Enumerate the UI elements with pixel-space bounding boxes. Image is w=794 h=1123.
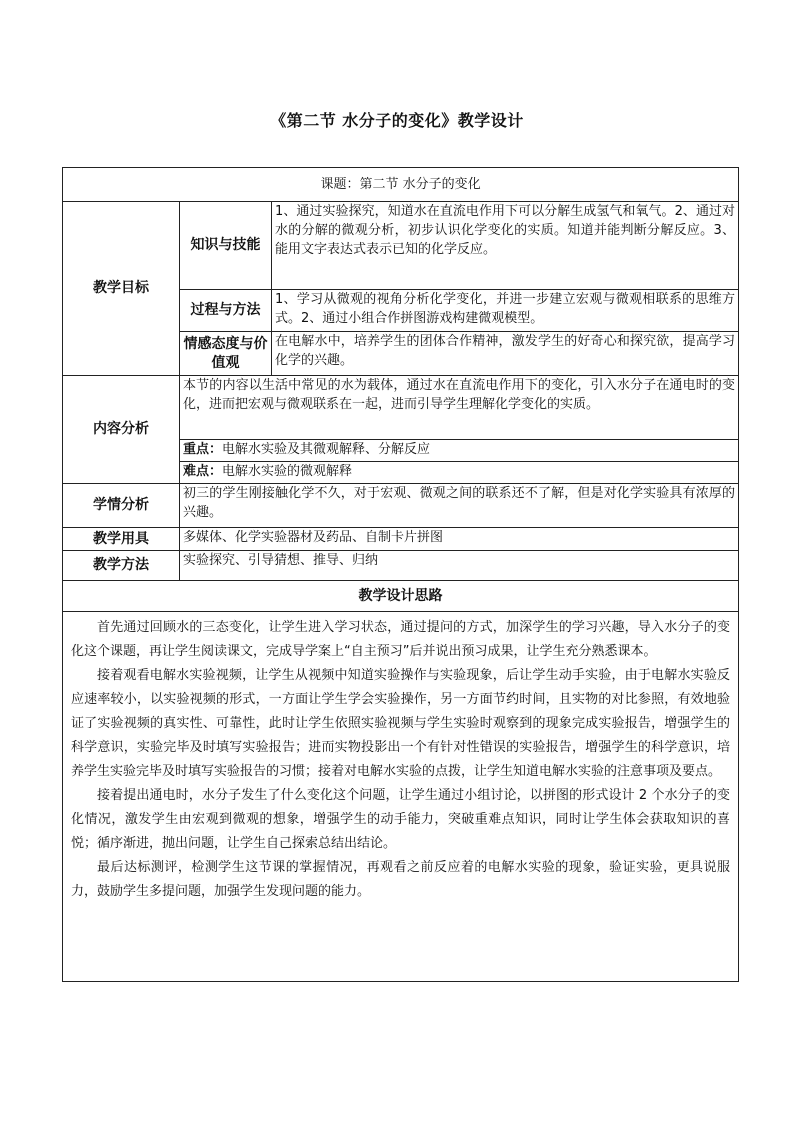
design-paragraph-2: 接着观看电解水实验视频，让学生从视频中知道实验操作与实验现象，后让学生动手实验，由于电解水实验反应速率较小，以实验视频的形式，一方面让学生学会实验操作，另一方面节约时间，且实物的对比参照，有效地验证了实验视频的真实性、可靠性，此时让学生依照实验视频与学生实验时观察到的现象完成实验报告，增强学生的科学意识，实验完毕及时填写实验报告；进而实物投影出一个有针对性错误的实验报告，增强学生的科学意识，培养学生实验完毕及时填写实验报告的习惯；接着对电解水实验的点拨，让学生知道电解水实验的注意事项及要点。 [71, 668, 731, 779]
topic-cell [63, 168, 739, 202]
key-point-label: 重点： [183, 442, 223, 457]
design-paragraph-1: 首先通过回顾水的三态变化，让学生进入学习状态，通过提问的方式，加深学生的学习兴趣，导入水分子的变化这个课题，再让学生阅读课文，完成导学案上“自主预习”后并说出预习成果，让学生充分熟悉课本。 [71, 620, 731, 659]
learner-label: 学情分析 [63, 484, 180, 528]
key-point-row [180, 440, 739, 462]
knowledge-text: 1、通过实验探究，知道水在直流电作用下可以分解生成氢气和氧气。2、通过对水的分解的微观分析，初步认识化学变化的实质。知道并能判断分解反应。3、能用文字表达式表示已知的化学反应。 [272, 202, 739, 290]
emotion-text: 在电解水中，培养学生的团体合作精神，激发学生的好奇心和探究欲，提高学习化学的兴趣。 [272, 332, 739, 376]
process-text: 1、学习从微观的视角分析化学变化，并进一步建立宏观与微观相联系的思维方式。2、通过小组合作拼图游戏构建微观模型。 [272, 290, 739, 332]
process-label: 过程与方法 [180, 290, 272, 332]
lesson-plan-table [62, 167, 739, 982]
tools-label: 教学用具 [63, 528, 180, 551]
learner-text: 初三的学生刚接触化学不久，对于宏观、微观之间的联系还不了解，但是对化学实验具有浓厚的兴趣。 [180, 484, 739, 528]
document-title: 《第二节 水分子的变化》教学设计 [270, 111, 524, 130]
methods-label: 教学方法 [63, 551, 180, 581]
difficult-point-label: 难点： [183, 464, 223, 479]
design-paragraph-4: 最后达标测评，检测学生这节课的掌握情况，再观看之前反应着的电解水实验的现象，验证实验，更具说服力，鼓励学生多提问题，加强学生发现问题的能力。 [71, 860, 731, 899]
difficult-point-text: 电解水实验的微观解释 [222, 464, 353, 479]
tools-text: 多媒体、化学实验器材及药品、自制卡片拼图 [180, 528, 739, 551]
content-label: 内容分析 [63, 376, 180, 484]
content-text: 本节的内容以生活中常见的水为载体，通过水在直流电作用下的变化，引入水分子在通电时的变化，进而把宏观与微观联系在一起，进而引导学生理解化学变化的实质。 [180, 376, 739, 440]
key-point-text: 电解水实验及其微观解释、分解反应 [222, 442, 431, 457]
difficult-point-row [180, 462, 739, 484]
design-paragraph-3: 接着提出通电时，水分子发生了什么变化这个问题，让学生通过小组讨论，以拼图的形式设计 2 个水分子的变化情况，激发学生由宏观到微观的想象，增强学生的动手能力，突破重难点知识，同时让学生体会获取知识的喜悦；循序渐进，抛出问题，让学生自己探索总结出结论。 [71, 788, 731, 851]
design-heading: 教学设计思路 [63, 581, 739, 612]
topic-text: 课题：第二节 水分子的变化 [320, 177, 481, 192]
methods-text: 实验探究、引导猜想、推导、归纳 [180, 551, 739, 581]
design-body [63, 612, 739, 982]
knowledge-label: 知识与技能 [180, 202, 272, 290]
objectives-label: 教学目标 [63, 202, 180, 376]
emotion-label: 情感态度与价值观 [180, 332, 272, 376]
